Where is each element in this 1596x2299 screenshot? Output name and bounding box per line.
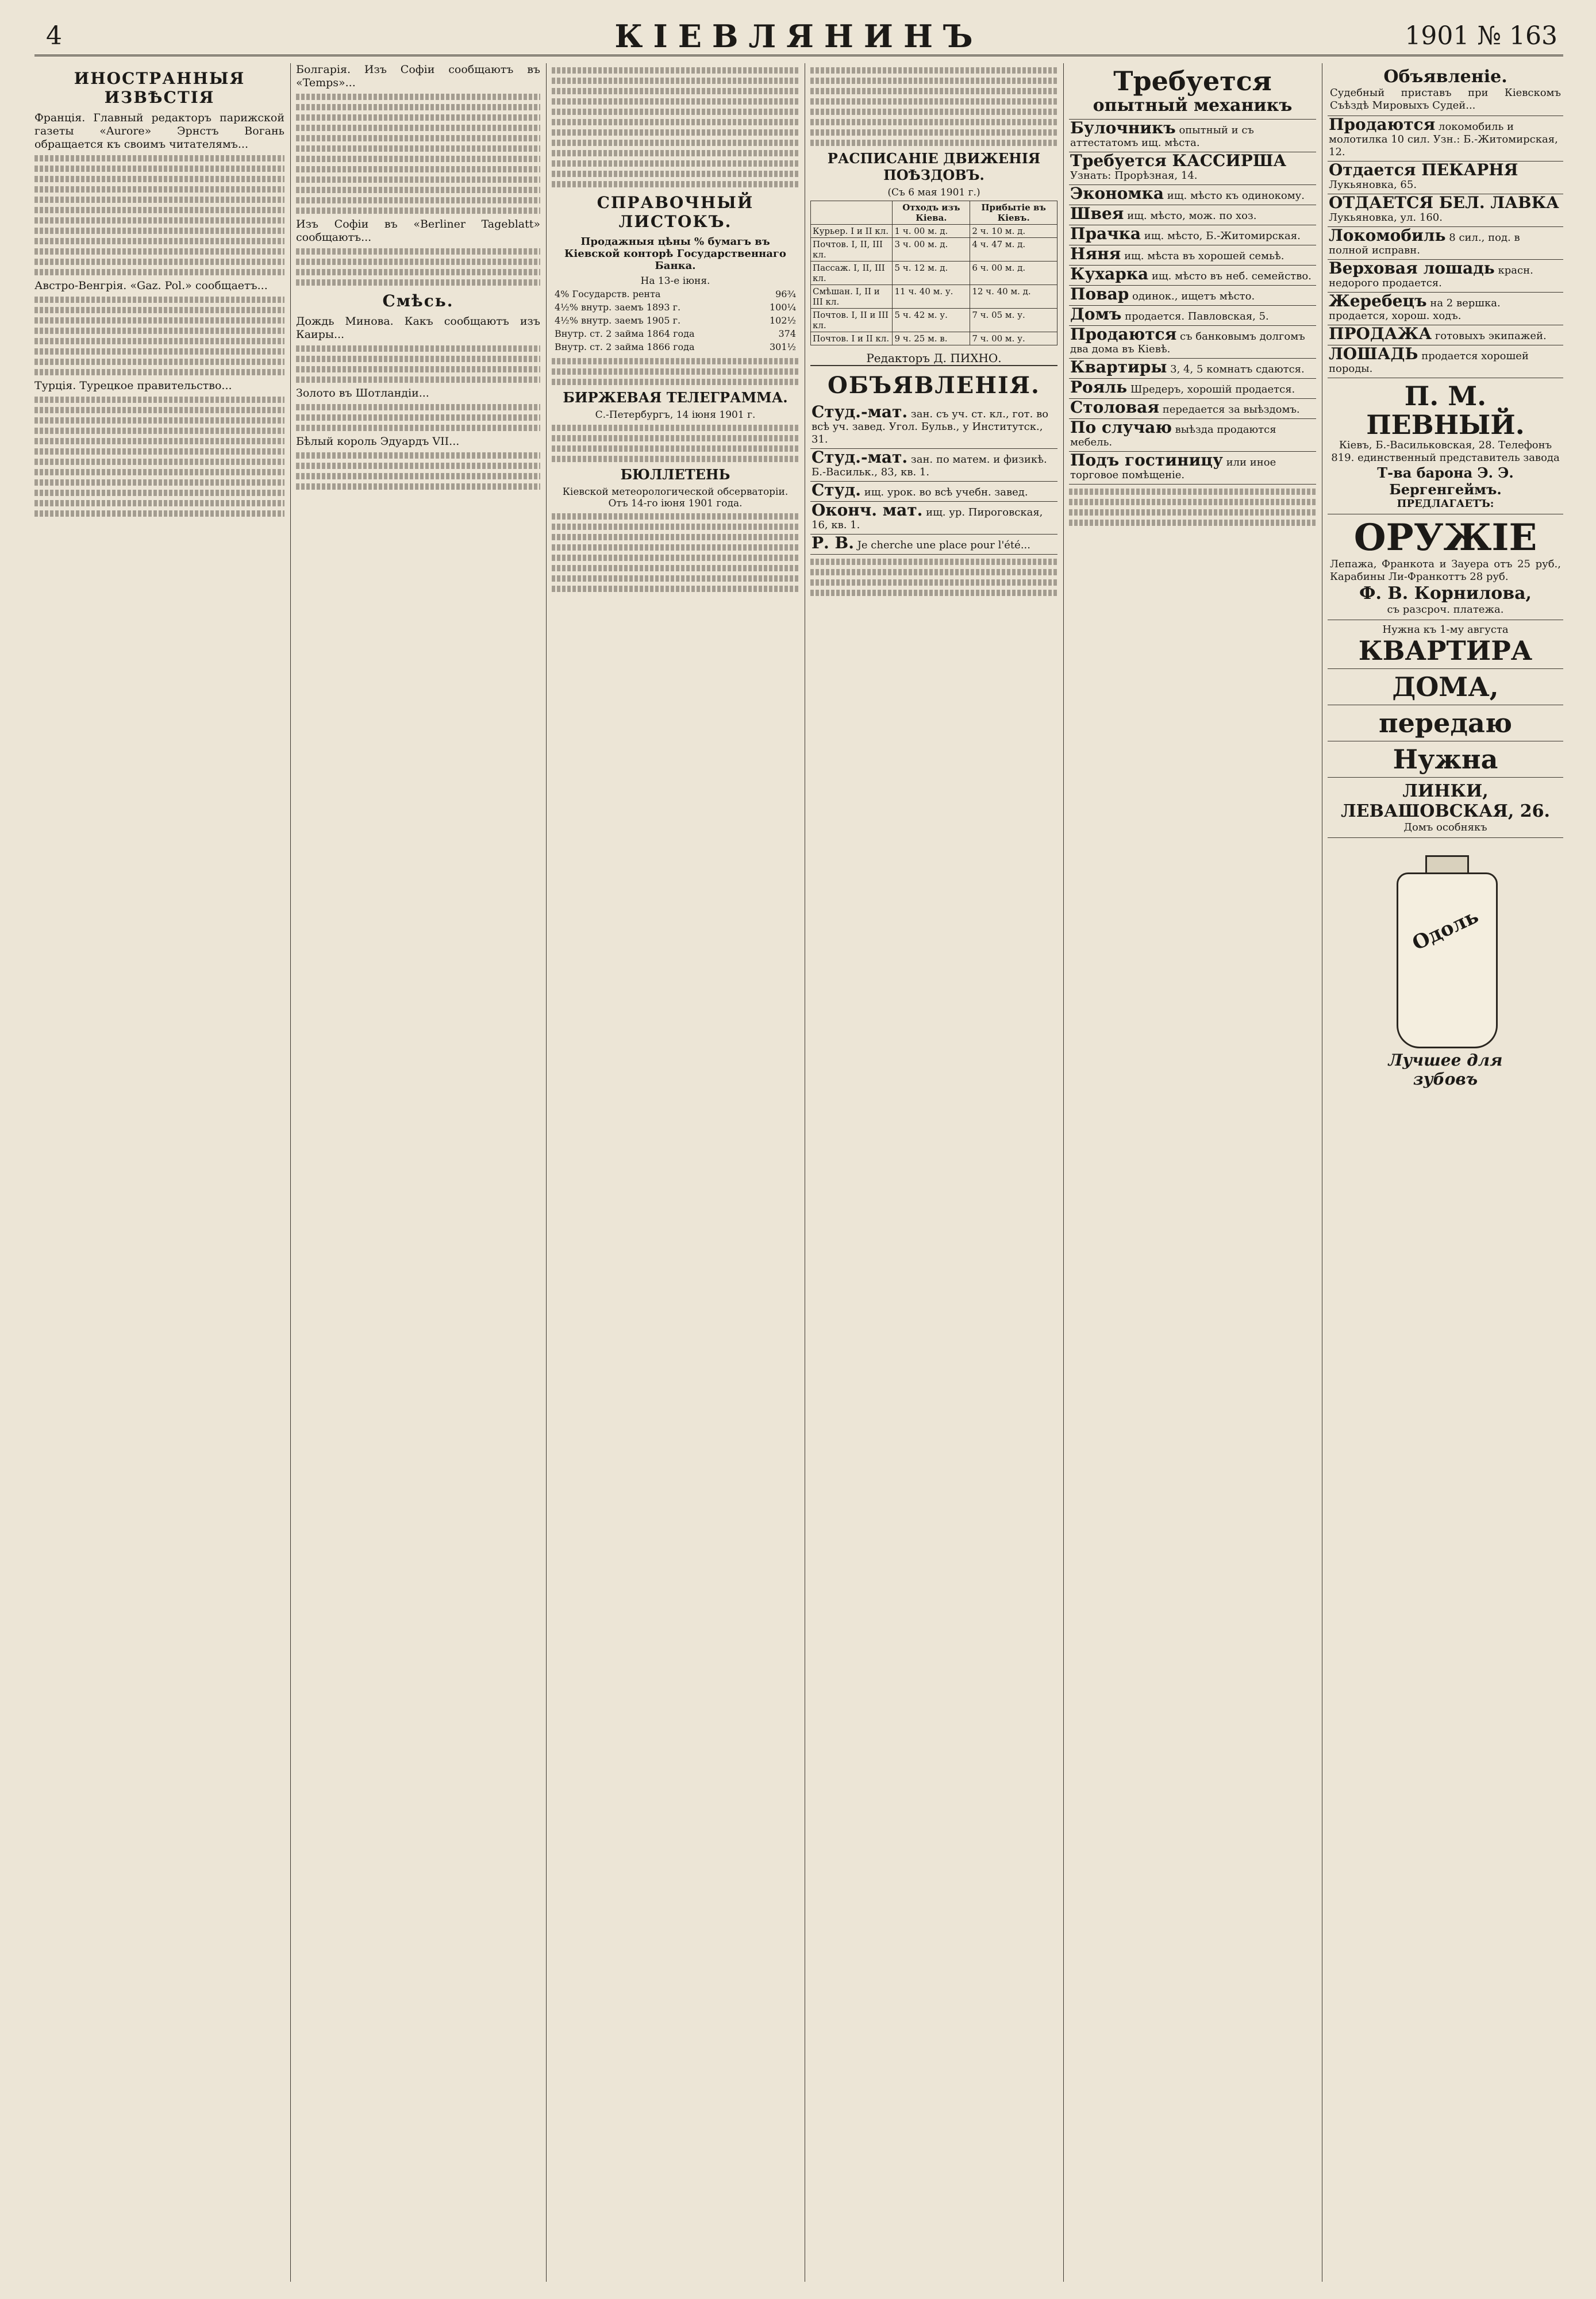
schedule-header: Отходъ изъ Кіева. [893, 201, 970, 225]
rate-row [553, 301, 798, 313]
classified-ad [1069, 205, 1316, 225]
column-2 [296, 63, 540, 2282]
classified-ad [1328, 227, 1563, 260]
schedule-row [811, 238, 1057, 262]
article-paragraph: Золото въ Шотландіи... [296, 387, 429, 399]
ad-title: Продаются [1329, 115, 1436, 134]
houses-ad [1328, 669, 1563, 705]
ad-title: ПРОДАЖА [1329, 324, 1432, 343]
ad-title: Домъ [1070, 305, 1122, 324]
ad-text: локомобиль и молотилка 10 сил. Узн.: Б.-Житомирская, 12. [1329, 121, 1558, 158]
bulletin-date: Отъ 14-го іюня 1901 года. [608, 498, 743, 509]
classified-ad [1328, 345, 1563, 378]
ad-title: Кухарка [1070, 264, 1149, 283]
ad-offer: ПРЕДЛАГАЕТЪ: [1397, 498, 1494, 510]
ad-text: продается хорошей породы. [1329, 350, 1529, 375]
ad-title: Прачка [1070, 224, 1141, 243]
bottle-body [1397, 872, 1498, 1048]
column-rule [546, 63, 547, 2282]
ad-title: Жеребецъ [1329, 291, 1427, 310]
rates-table [552, 287, 799, 354]
column-6 [1328, 63, 1563, 2282]
ad-title: Студ.-мат. [812, 402, 908, 421]
gun-ad [1328, 514, 1563, 620]
ad-slogan: Лучшее для зубовъ [1388, 1051, 1503, 1089]
train-name: Пассаж. I, II, III кл. [811, 262, 893, 285]
bulletin-title: БЮЛЛЕТЕНЬ [620, 466, 730, 483]
article-paragraph: Австро-Венгрія. «Gaz. Pol.» сообщаетъ... [34, 279, 268, 292]
departure: 1 ч. 00 м. д. [893, 225, 970, 238]
rate-row [553, 328, 798, 340]
departure: 3 ч. 00 м. д. [893, 238, 970, 262]
classified-ad [1069, 225, 1316, 245]
ad-text: ищ. ур. Пироговская, 16, кв. 1. [812, 506, 1043, 531]
classified-ad [1069, 266, 1316, 286]
train-name: Смѣшан. I, II и III кл. [811, 285, 893, 309]
ad-subtext: съ разсроч. платежа. [1387, 603, 1504, 616]
article-paragraph: Изъ Софіи въ «Berliner Tageblatt» сообщаютъ... [296, 218, 540, 244]
ad-title: ЛИНКИ, ЛЕВАШОВСКАЯ, 26. [1341, 781, 1550, 821]
schedule-row [811, 332, 1057, 345]
classified-ad [1069, 63, 1316, 120]
article-paragraph: Турція. Турецкое правительство... [34, 379, 232, 392]
train-name: Почтов. I, II и III кл. [811, 309, 893, 332]
ad-text: ищ. урок. во всѣ учебн. завед. [864, 486, 1028, 498]
ad-title: ЛОШАДЬ [1329, 344, 1418, 363]
departure: 9 ч. 25 м. в. [893, 332, 970, 345]
schedule-header-row [811, 201, 1057, 225]
reference-date: На 13-е іюня. [640, 275, 710, 287]
classified-ad [1328, 162, 1563, 194]
ad-title: Студ. [812, 480, 861, 499]
schedule-row [811, 225, 1057, 238]
classified-ad [810, 403, 1057, 449]
arrival: 2 ч. 10 м. д. [970, 225, 1057, 238]
reference-title: СПРАВОЧНЫЙ ЛИСТОКЪ. [597, 193, 754, 231]
classified-ad [1069, 359, 1316, 379]
classified-ad [1069, 452, 1316, 485]
ad-text: Кіевъ, Б.-Васильковская, 28. Телефонъ 819. единственный представитель завода [1331, 439, 1560, 464]
ads-heading: ОБЪЯВЛЕНІЯ. [828, 372, 1040, 399]
ad-title: Рояль [1070, 378, 1128, 397]
ad-title: Требуется КАССИРША [1070, 151, 1287, 170]
ad-title: Подъ гостиницу [1070, 451, 1223, 470]
ad-text: ищ. мѣсто, Б.-Житомирская. [1144, 230, 1301, 242]
ad-title: Экономка [1070, 184, 1164, 203]
ad-text: передается за выѣздомъ. [1162, 403, 1300, 416]
ad-text: Лукьяновка, ул. 160. [1329, 212, 1443, 224]
classified-ad [1069, 379, 1316, 399]
train-name: Почтов. I и II кл. [811, 332, 893, 345]
ad-pretext: Нужна къ 1-му августа [1382, 624, 1509, 636]
ad-text: готовыхъ экипажей. [1435, 330, 1547, 342]
classified-ad [1069, 326, 1316, 359]
ad-title: Квартиры [1070, 357, 1167, 376]
rate-row [553, 341, 798, 353]
ad-title: Швея [1070, 204, 1124, 223]
ad-text: ищ. мѣсто къ одинокому. [1167, 190, 1305, 202]
rate-name: 4% Государств. рента [555, 289, 661, 299]
classified-ad [1328, 194, 1563, 227]
article-paragraph: Болгарія. Изъ Софіи сообщаютъ въ «Temps»... [296, 63, 540, 89]
ad-subtitle: опытный механикъ [1093, 95, 1293, 116]
ad-text: зан. по матем. и физикѣ. Б.-Васильк., 83, кв. 1. [812, 453, 1047, 478]
need-ad [1328, 741, 1563, 778]
schedule-header [811, 201, 893, 225]
classified-ad [1328, 325, 1563, 345]
ad-title: Отдается ПЕКАРНЯ [1329, 160, 1518, 179]
ad-title: П. М. ПЕВНЫЙ. [1366, 380, 1525, 440]
ad-text: Лепажа, Франкота и Зауера отъ 25 руб., Карабины Ли-Франкоттъ 28 руб. [1330, 558, 1561, 583]
bulletin-subtitle: Кіевской метеорологической обсерваторіи. [562, 486, 789, 498]
classified-ad [1328, 293, 1563, 325]
rate-row [553, 288, 798, 300]
ad-title: Столовая [1070, 398, 1160, 417]
rate-value: 100¼ [769, 302, 796, 313]
ad-text: Шредеръ, хорошій продается. [1130, 383, 1295, 395]
schedule-table [810, 201, 1057, 345]
schedule-row [811, 285, 1057, 309]
issue-number: 1901 № 163 [1405, 21, 1557, 51]
train-name: Почтов. I, II, III кл. [811, 238, 893, 262]
ad-title: Няня [1070, 244, 1121, 263]
ad-title: ДОМА, [1392, 671, 1499, 702]
ad-title: ОРУЖІЕ [1353, 516, 1537, 559]
masthead [34, 14, 1563, 56]
rate-name: 4½% внутр. заемъ 1893 г. [555, 302, 681, 313]
ad-text: ищ. мѣста въ хорошей семьѣ. [1124, 250, 1285, 262]
schedule-title: РАСПИСАНІЕ ДВИЖЕНІЯ ПОѢЗДОВЪ. [827, 150, 1041, 183]
ad-text: 8 сил., под. в полной исправн. [1329, 232, 1520, 256]
ad-title: Верховая лошадь [1329, 259, 1495, 278]
ad-company: Т-ва барона Э. Э. Бергенгеймъ. [1377, 464, 1514, 498]
column-rule [290, 63, 291, 2282]
rate-value: 102½ [769, 315, 796, 326]
column-1 [34, 63, 284, 2282]
street-ad [1328, 778, 1563, 838]
ad-title: По случаю [1070, 418, 1172, 437]
toothpaste-illustration [1374, 849, 1517, 1091]
ad-text: Судебный приставъ при Кіевскомъ Съѣздѣ Мировыхъ Судей... [1330, 87, 1561, 112]
ad-title: Нужна [1393, 744, 1498, 775]
rate-value: 374 [778, 328, 796, 339]
section-heading: Смѣсь. [382, 291, 454, 310]
ad-text: зан. съ уч. ст. кл., гот. во всѣ уч. завед. Угол. Бульв., у Институтск., 31. [812, 408, 1049, 445]
ad-title: ОТДАЕТСЯ БЕЛ. ЛАВКА [1329, 193, 1559, 212]
train-name: Курьер. I и II кл. [811, 225, 893, 238]
ad-text: 3, 4, 5 комнатъ сдаются. [1170, 363, 1305, 375]
article-paragraph: Дождь Минова. Какъ сообщаютъ изъ Каиры... [296, 315, 540, 341]
ad-text: или иное торговое помѣщеніе. [1070, 456, 1276, 481]
arrival: 7 ч. 00 м. у. [970, 332, 1057, 345]
classified-ad [1328, 63, 1563, 116]
schedule-row [811, 309, 1057, 332]
departure: 11 ч. 40 м. у. [893, 285, 970, 309]
ad-text: на 2 вершка. продается, хорош. ходъ. [1329, 297, 1501, 322]
ad-subtext: Домъ особнякъ [1403, 821, 1487, 833]
schedule-date: (Съ 6 мая 1901 г.) [887, 187, 980, 198]
ad-text: ищ. мѣсто въ неб. семейство. [1151, 270, 1312, 282]
apartment-ad [1328, 620, 1563, 669]
ad-text: съ банковымъ долгомъ два дома въ Кіевѣ. [1070, 330, 1305, 355]
ad-title: передаю [1379, 708, 1512, 739]
ad-title: КВАРТИРА [1358, 635, 1533, 666]
ad-text: Лукьяновка, 65. [1329, 179, 1417, 191]
editor-line: Редакторъ Д. ПИХНО. [810, 351, 1057, 366]
reference-subtitle: Продажныя цѣны % бумагъ въ Кіевской конторѣ Государственнаго Банка. [564, 236, 786, 272]
classified-ad [1069, 306, 1316, 326]
pevny-ad [1328, 378, 1563, 514]
bottle-label: Одоль [1409, 905, 1482, 955]
rate-name: Внутр. ст. 2 займа 1864 года [555, 328, 695, 339]
arrival: 4 ч. 47 м. д. [970, 238, 1057, 262]
ad-text: одинок., ищетъ мѣсто. [1132, 290, 1255, 302]
ad-title: Оконч. мат. [812, 501, 923, 520]
classified-ad [1069, 185, 1316, 205]
classified-ad [1328, 260, 1563, 293]
section-heading: ИНОСТРАННЫЯ ИЗВѢСТІЯ [74, 69, 245, 107]
page-number: 4 [46, 21, 62, 51]
column-5 [1069, 63, 1316, 2282]
ad-text: красн. недорого продается. [1329, 264, 1533, 289]
schedule-row [811, 262, 1057, 285]
ad-text: ищ. мѣсто, мож. по хоз. [1127, 210, 1257, 222]
column-4 [810, 63, 1057, 2282]
ad-title: Студ.-мат. [812, 448, 908, 467]
rate-row [553, 314, 798, 326]
departure: 5 ч. 42 м. у. [893, 309, 970, 332]
ad-title: Требуется [1113, 66, 1272, 97]
ad-text: выѣзда продаются мебель. [1070, 424, 1276, 448]
ad-text: продается. Павловская, 5. [1125, 310, 1269, 322]
classified-ad [810, 502, 1057, 535]
classified-ad [1069, 419, 1316, 452]
column-3 [552, 63, 799, 2282]
ad-text: опытный и съ аттестатомъ ищ. мѣста. [1070, 124, 1254, 149]
arrival: 6 ч. 00 м. д. [970, 262, 1057, 285]
transfer-ad [1328, 705, 1563, 741]
rate-value: 96¾ [775, 289, 796, 299]
arrival: 7 ч. 05 м. у. [970, 309, 1057, 332]
classified-ad [810, 482, 1057, 502]
schedule-header: Прибытіе въ Кіевъ. [970, 201, 1057, 225]
ad-title: Объявленіе. [1383, 67, 1507, 87]
classified-ad [1069, 245, 1316, 266]
ad-name: Ф. В. Корнилова, [1359, 583, 1532, 603]
ad-title: Локомобиль [1329, 226, 1446, 245]
classified-ad [1328, 116, 1563, 162]
ad-title: Р. В. [812, 533, 854, 552]
ad-title: Продаются [1070, 325, 1177, 344]
article-paragraph: Франція. Главный редакторъ парижской газеты «Aurore» Эрнстъ Вогань обращается къ своимъ читателямъ... [34, 112, 284, 151]
telegram-title: БИРЖЕВАЯ ТЕЛЕГРАММА. [563, 389, 788, 406]
ad-title: Повар [1070, 285, 1129, 303]
classified-ad [1069, 152, 1316, 185]
column-rule [1063, 63, 1064, 2282]
departure: 5 ч. 12 м. д. [893, 262, 970, 285]
classified-ad [1069, 286, 1316, 306]
classified-ad [1069, 120, 1316, 152]
rate-name: Внутр. ст. 2 займа 1866 года [555, 341, 695, 352]
ad-title: Булочникъ [1070, 118, 1176, 137]
newspaper-title: КІЕВЛЯНИНЪ [614, 18, 983, 55]
article-paragraph: Бѣлый король Эдуардъ VII... [296, 435, 460, 448]
classified-ad [810, 449, 1057, 482]
arrival: 12 ч. 40 м. д. [970, 285, 1057, 309]
classified-ad [810, 535, 1057, 555]
rate-name: 4½% внутр. заемъ 1905 г. [555, 315, 681, 326]
ad-text: Узнать: Прорѣзная, 14. [1070, 170, 1198, 182]
ad-text: Je cherche une place pour l'été... [857, 539, 1030, 551]
classified-ad [1069, 399, 1316, 419]
telegram-place: С.-Петербургъ, 14 іюня 1901 г. [595, 409, 756, 421]
rate-value: 301½ [769, 341, 796, 352]
